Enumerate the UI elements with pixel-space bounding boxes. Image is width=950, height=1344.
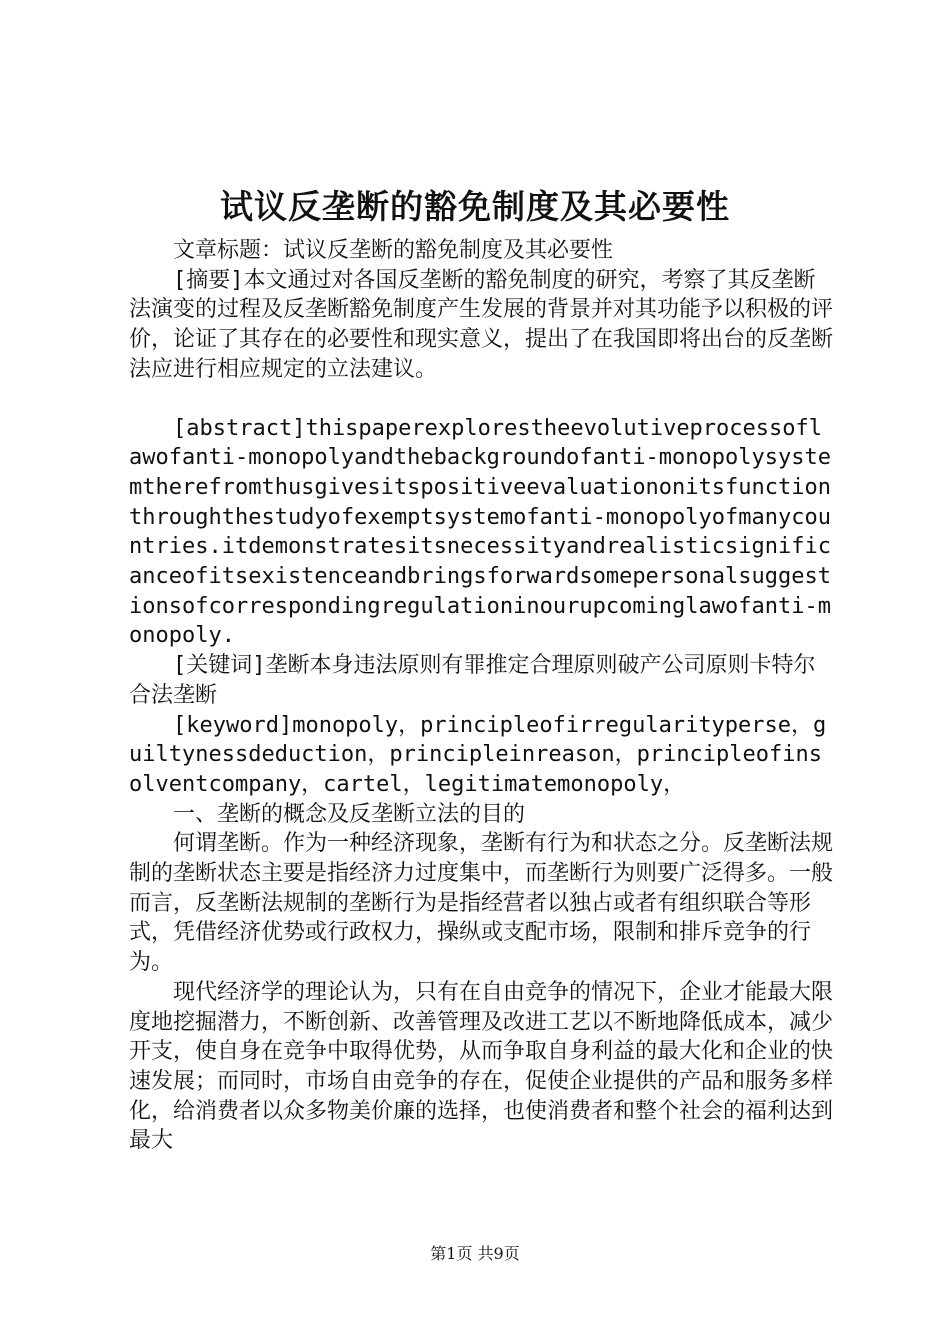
document-title: 试议反垄断的豁免制度及其必要性 — [220, 187, 730, 226]
page-footer: 第1页 共9页 — [430, 1244, 520, 1263]
keywords-chinese: [关键词]垄断本身违法原则有罪推定合理原则破产公司原则卡特尔合法垄断 — [129, 653, 816, 708]
body-paragraph: 何谓垄断。作为一种经济现象，垄断有行为和状态之分。反垄断法规制的垄断状态主要是指经济力过度集中，而垄断行为则要广泛得多。一般而言，反垄断法规制的垄断行为是指经营者以独占或者有组织联合等形式，凭借经济优势或行政权力，操纵或支配市场，限制和排斥竞争的行为。 — [129, 831, 834, 976]
abstract-english: [abstract]thispaperexplorestheevolutiveprocessoflawofanti-monopolyandthebackgroundofanti-monopolysystemtherefromthusgivesitspositiveevaluationonitsfunctionthroughthestudyofexemptsystemofanti-monopolyofmanycountries.itdemonstratesitsnecessityandrealisticsignificanceofitsexistenceandbringsforwardsomepersonalsuggestionsofcorrespondingregulationinourupcominglawofanti-monopoly. — [129, 415, 831, 649]
article-title-line: 文章标题：试议反垄断的豁免制度及其必要性 — [173, 238, 614, 263]
abstract-chinese: [摘要]本文通过对各国反垄断的豁免制度的研究，考察了其反垄断法演变的过程及反垄断豁免制度产生发展的背景并对其功能予以积极的评价，论证了其存在的必要性和现实意义，提出了在我国即将出台的反垄断法应进行相应规定的立法建议。 — [129, 267, 834, 382]
document-body — [129, 236, 833, 1156]
section-heading: 一、垄断的概念及反垄断立法的目的 — [173, 801, 526, 827]
body-paragraph: 现代经济学的理论认为，只有在自由竞争的情况下，企业才能最大限度地挖掘潜力，不断创新、改善管理及改进工艺以不断地降低成本，减少开支，使自身在竞争中取得优势，从而争取自身利益的最大化和企业的快速发展；而同时，市场自由竞争的存在，促使企业提供的产品和服务多样化，给消费者以众多物美价廉的选择，也使消费者和整个社会的福利达到最大 — [129, 979, 834, 1154]
keywords-english: [keyword]monopoly，principleofirregularityperse，guiltynessdeduction，principleinreason，principleofinsolventcompany，cartel，legitimatemonopoly， — [129, 712, 827, 797]
